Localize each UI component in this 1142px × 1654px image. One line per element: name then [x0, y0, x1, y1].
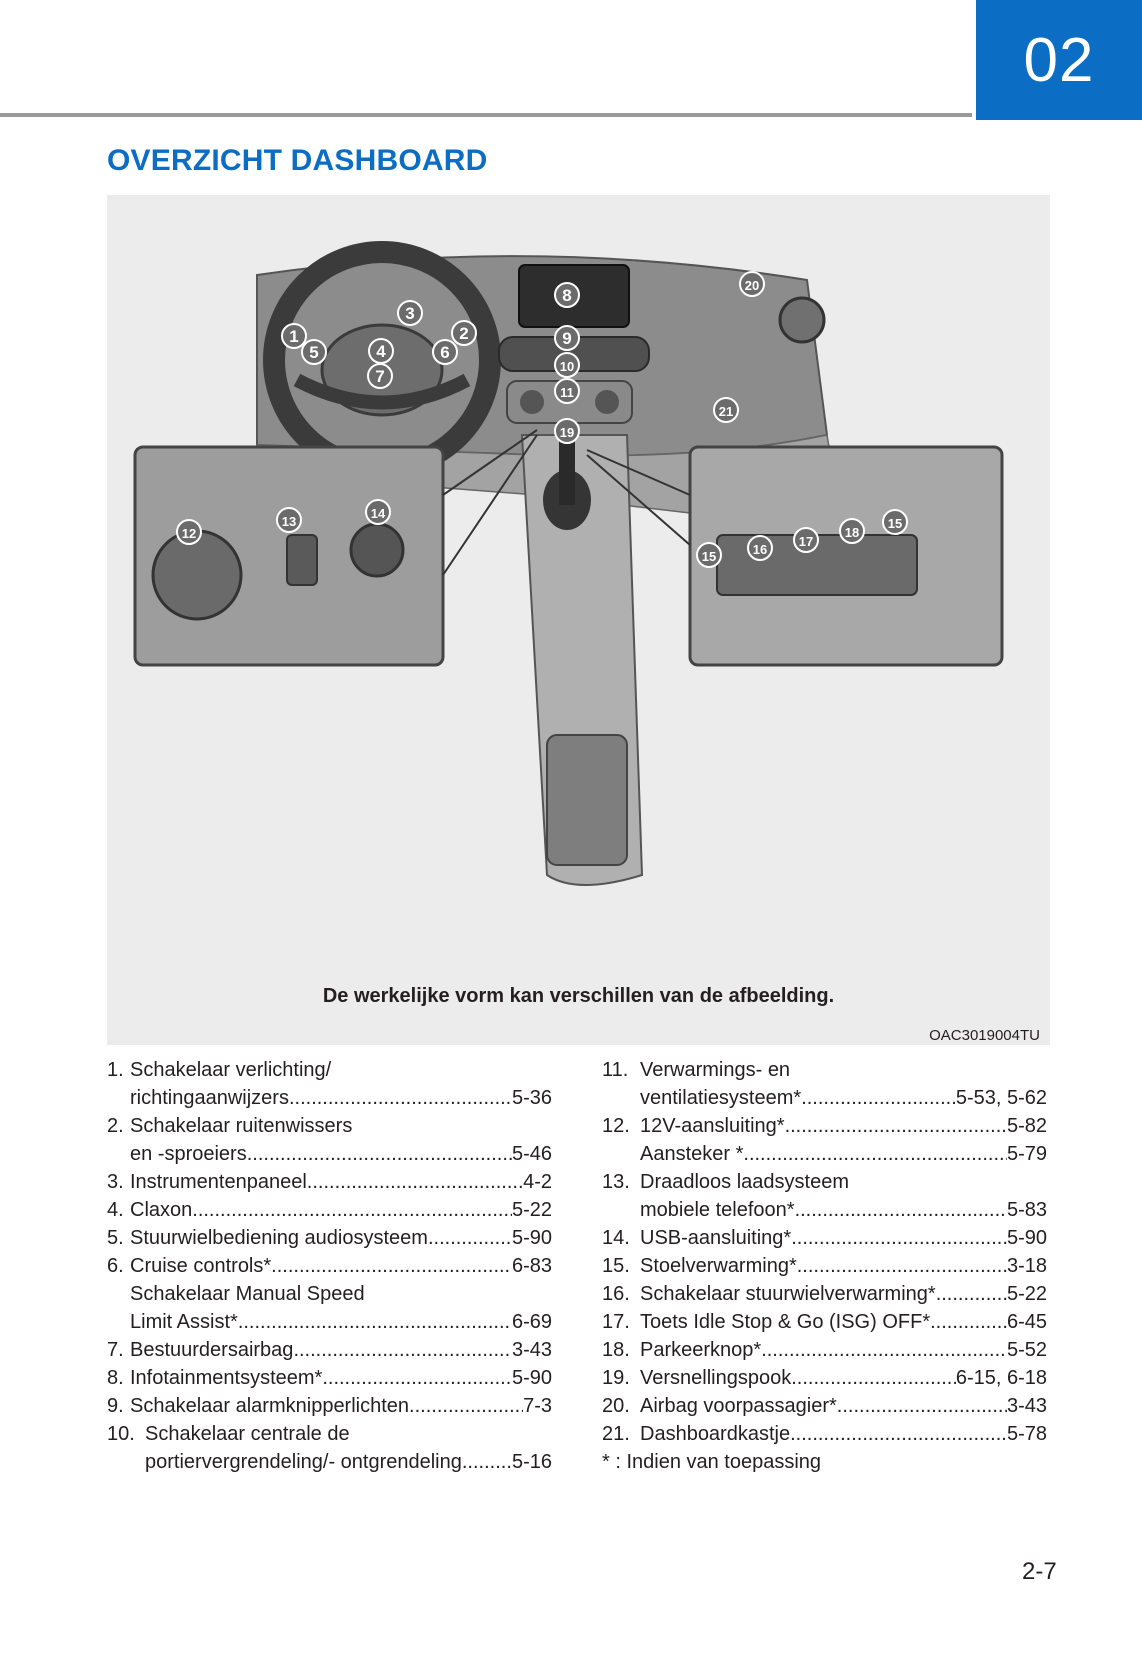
list-item: 20. Airbag voorpassagier* ..... 3-43 [602, 1392, 1047, 1420]
list-item: 7. Bestuurdersairbag ..... 3-43 [107, 1336, 552, 1364]
svg-text:8: 8 [562, 286, 572, 305]
figure-code: OAC3019004TU [929, 1027, 1040, 1044]
svg-text:20: 20 [744, 278, 760, 293]
list-item: 17. Toets Idle Stop & Go (ISG) OFF* ..... 6-45 [602, 1308, 1047, 1336]
marker-10 [555, 353, 579, 377]
list-item: 5. Stuurwielbediening audiosysteem ..... 5-90 [107, 1224, 552, 1252]
legend-list-right [602, 1056, 1047, 1476]
marker-18 [840, 519, 864, 543]
svg-text:1: 1 [289, 327, 299, 346]
svg-text:14: 14 [370, 506, 386, 521]
footnote: * : Indien van toepassing [602, 1451, 822, 1473]
marker-6 [433, 340, 457, 364]
svg-text:9: 9 [562, 329, 572, 348]
svg-text:11: 11 [560, 385, 574, 400]
marker-17 [794, 528, 818, 552]
marker-20 [740, 272, 764, 296]
marker-19 [555, 419, 579, 443]
svg-text:6: 6 [440, 343, 450, 362]
list-item: 13. Draadloos laadsysteem mobiele telefoon* ..... 5-83 [602, 1168, 1047, 1224]
list-item: 2. Schakelaar ruitenwissers en -sproeiers ..... 5-46 [107, 1112, 552, 1168]
marker-16 [748, 536, 772, 560]
marker-12 [177, 520, 201, 544]
marker-21 [714, 398, 738, 422]
list-item: 10. Schakelaar centrale de portiervergrendeling/- ontgrendeling ..... 5-16 [107, 1420, 552, 1476]
marker-4 [369, 339, 393, 363]
svg-text:17: 17 [798, 534, 814, 549]
header-rule [0, 113, 972, 117]
list-item: 16. Schakelaar stuurwielverwarming* ..... 5-22 [602, 1280, 1047, 1308]
marker-1 [282, 324, 306, 348]
list-item: 11. Verwarmings- en ventilatiesysteem* ..... 5-53, 5-62 [602, 1056, 1047, 1112]
svg-text:18: 18 [844, 525, 860, 540]
svg-text:12: 12 [181, 526, 197, 541]
marker-7 [368, 364, 392, 388]
list-item: 6. Cruise controls* ..... 6-83 Schakelaar Manual Speed Limit Assist* ..... 6-69 [107, 1252, 552, 1336]
svg-text:15: 15 [887, 516, 903, 531]
list-item: 14. USB-aansluiting* ..... 5-90 [602, 1224, 1047, 1252]
marker-11 [555, 379, 579, 403]
list-item: 9. Schakelaar alarmknipperlichten ..... 7-3 [107, 1392, 552, 1420]
svg-text:13: 13 [281, 514, 297, 529]
marker-9 [555, 326, 579, 350]
marker-5 [302, 340, 326, 364]
list-item: 8. Infotainmentsysteem* ..... 5-90 [107, 1364, 552, 1392]
marker-13 [277, 508, 301, 532]
svg-text:4: 4 [376, 342, 386, 361]
svg-text:19: 19 [559, 425, 575, 440]
svg-text:10: 10 [559, 359, 575, 374]
legend-list-left [107, 1056, 552, 1476]
dashboard-illustration [107, 195, 1050, 975]
svg-text:3: 3 [405, 304, 415, 323]
page-number: 2-7 [1022, 1558, 1057, 1585]
svg-text:5: 5 [309, 343, 319, 362]
dashboard-figure [107, 195, 1050, 1045]
page-title: OVERZICHT DASHBOARD [107, 144, 488, 177]
list-item: 12. 12V-aansluiting* ..... 5-82 Aansteker * ..... 5-79 [602, 1112, 1047, 1168]
marker-2 [452, 321, 476, 345]
svg-text:16: 16 [752, 542, 768, 557]
figure-caption: De werkelijke vorm kan verschillen van de afbeelding. [322, 985, 835, 1007]
chapter-tab: 02 [976, 0, 1142, 120]
list-item: 15. Stoelverwarming* ..... 3-18 [602, 1252, 1047, 1280]
svg-text:15: 15 [701, 549, 717, 564]
svg-text:2: 2 [459, 324, 469, 343]
list-item: 19. Versnellingspook ..... 6-15, 6-18 [602, 1364, 1047, 1392]
marker-8 [555, 283, 579, 307]
list-item: 18. Parkeerknop* ..... 5-52 [602, 1336, 1047, 1364]
list-item: 4. Claxon ..... 5-22 [107, 1196, 552, 1224]
marker-15-a [697, 543, 721, 567]
marker-15-b [883, 510, 907, 534]
marker-14 [366, 500, 390, 524]
list-item: 3. Instrumentenpaneel ..... 4-2 [107, 1168, 552, 1196]
svg-text:21: 21 [718, 404, 734, 419]
marker-3 [398, 301, 422, 325]
list-item: 21. Dashboardkastje ..... 5-78 [602, 1420, 1047, 1448]
list-item: 1. Schakelaar verlichting/ richtingaanwijzers ..... 5-36 [107, 1056, 552, 1112]
svg-text:7: 7 [375, 367, 385, 386]
